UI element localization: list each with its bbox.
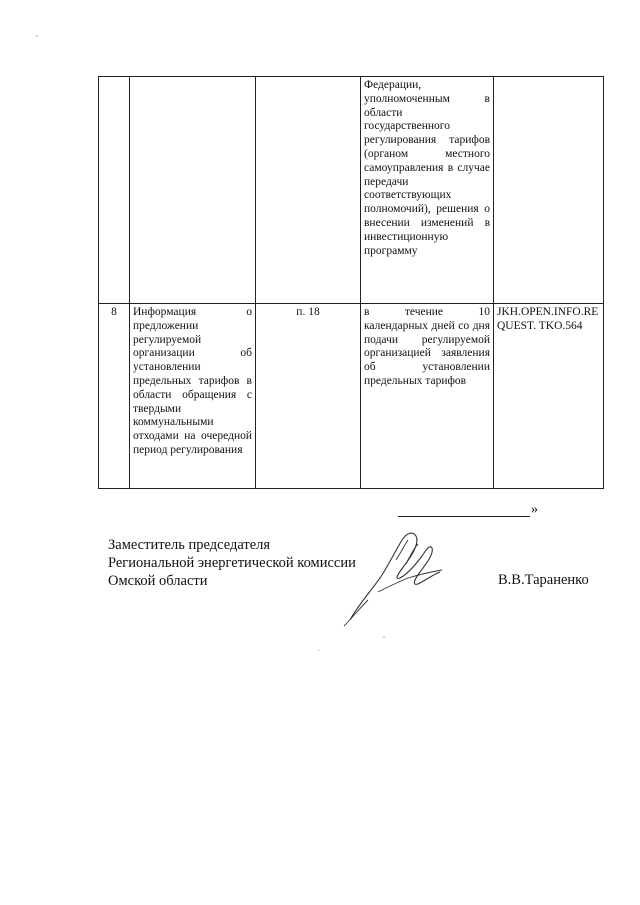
- term-cell: Федерации, уполномоченным в области государственного регулирования тарифов (органом местного самоуправления в случае передачи соответствующих полномочий), решения о внесении изменений в инвестиционную программу: [361, 77, 494, 304]
- form-cell: JKH.OPEN.INFO.REQUEST. TKO.564: [494, 304, 604, 489]
- point-cell: [256, 77, 361, 304]
- signer-name: В.В.Тараненко: [498, 572, 589, 588]
- signer-position-line: Омской области: [108, 573, 208, 589]
- disclosure-table: [98, 76, 604, 489]
- closing-quote: »: [531, 502, 538, 517]
- row-number-cell: 8: [99, 304, 130, 489]
- closing-line: [398, 504, 530, 517]
- form-cell: [494, 77, 604, 304]
- signer-position-line: Региональной энергетической комиссии: [108, 555, 356, 571]
- handwritten-signature: [338, 520, 458, 630]
- table-row: [99, 77, 604, 304]
- signer-position: [108, 536, 356, 590]
- signer-position-line: Заместитель председателя: [108, 537, 271, 553]
- info-cell: [130, 77, 256, 304]
- point-cell: п. 18: [256, 304, 361, 489]
- info-cell: Информация о предложении регулируемой организации об установлении предельных тарифов в области обращения с твердыми коммунальными отходами на очередной период регулирования: [130, 304, 256, 489]
- term-cell: в течение 10 календарных дней со дня подачи регулируемой организацией заявления об установлении предельных тарифов: [361, 304, 494, 489]
- row-number-cell: [99, 77, 130, 304]
- table-row: [99, 304, 604, 489]
